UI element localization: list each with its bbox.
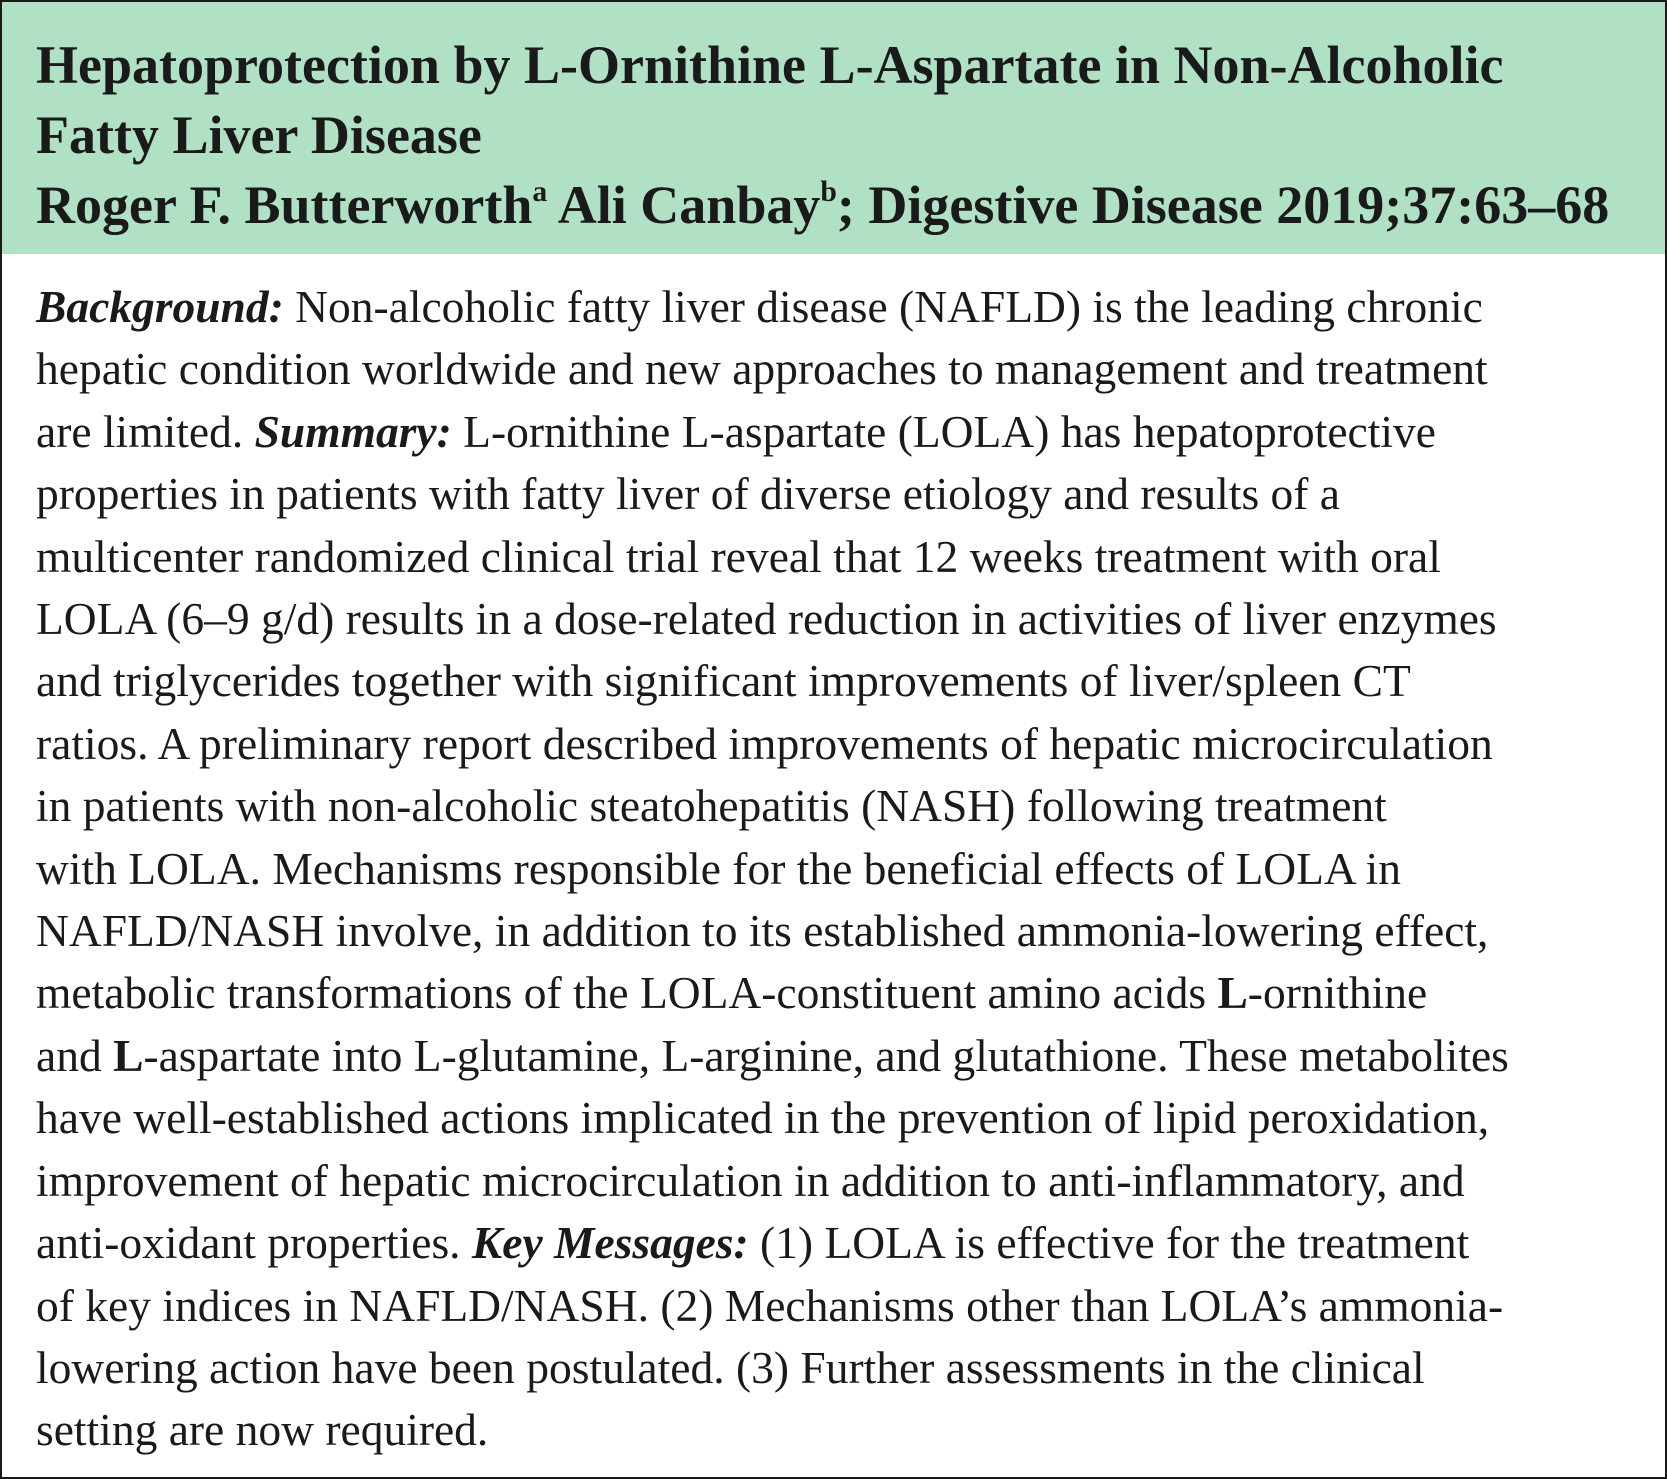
section-label: Summary: [254, 405, 452, 457]
abstract-line [36, 1337, 1631, 1399]
abstract-text: (1) LOLA is effective for the treatment [748, 1217, 1470, 1269]
abstract-text: improvement of hepatic microcirculation in addition to anti-inflammatory, and [36, 1154, 1465, 1206]
abstract-text: LOLA (6–9 g/d) results in a dose-related reduction in activities of liver enzymes [36, 593, 1497, 645]
title-text: Hepatoprotection by [36, 35, 524, 95]
abstract-line [36, 1150, 1631, 1212]
abstract-text: setting are now required. [36, 1404, 489, 1456]
abstract-text: ratios. A preliminary report described improvements of hepatic microcirculation [36, 717, 1493, 769]
abstract-text: and [36, 1029, 114, 1081]
title-text: Fatty Liver Disease [36, 105, 482, 165]
abstract-line [36, 588, 1631, 650]
section-label: Background: [36, 281, 284, 332]
abstract-text: of key indices in NAFLD/NASH. (2) Mechanisms other than LOLA’s ammonia- [36, 1279, 1504, 1331]
abstract-text: hepatic condition worldwide and new approaches to management and treatment [36, 343, 1488, 395]
abstract-text: metabolic transformations of the LOLA-constituent amino acids [36, 967, 1218, 1019]
abstract-text: Non-alcoholic fatty liver disease (NAFLD) is the leading chronic [283, 281, 1483, 332]
abstract-line [36, 338, 1631, 400]
abstract-text: -aspartate into L-glutamine, L-arginine, and glutathione. These metabolites [143, 1029, 1509, 1081]
author-name: Roger F. Butterworth [36, 175, 533, 235]
abstract-text: and triglycerides together with significant improvements of liver/spleen CT [36, 655, 1411, 707]
abstract-line [36, 1399, 1631, 1461]
small-caps-l: L [1217, 967, 1248, 1019]
abstract-text: lowering action have been postulated. (3) Further assessments in the clinical [36, 1341, 1425, 1393]
abstract-text: anti-oxidant properties. [36, 1217, 472, 1269]
author-affiliation-mark: a [532, 175, 548, 208]
abstract-line [36, 713, 1631, 775]
title-line-2 [36, 100, 1631, 170]
abstract-line [36, 401, 1631, 463]
section-label: Key Messages: [471, 1217, 749, 1269]
title-small-caps-l: L [523, 35, 561, 95]
abstract-line [36, 650, 1631, 712]
title-text: -Ornithine [560, 35, 820, 95]
author-name: Ali Canbay [547, 175, 821, 235]
abstract-text: -ornithine [1247, 967, 1428, 1019]
abstract-line [36, 463, 1631, 525]
abstract-line [36, 1087, 1631, 1149]
abstract-line [36, 1275, 1631, 1337]
abstract-text: L-ornithine L-aspartate (LOLA) has hepatoprotective [451, 405, 1436, 457]
abstract-body [2, 254, 1665, 1462]
abstract-line [36, 775, 1631, 837]
title-text: -Aspartate in Non-Alcoholic [855, 35, 1504, 95]
citation-line [36, 170, 1631, 249]
abstract-text: are limited. [36, 405, 255, 457]
header-banner [2, 2, 1665, 254]
title-line-1 [36, 30, 1631, 100]
abstract-line [36, 962, 1631, 1024]
author-affiliation-mark: b [820, 175, 837, 208]
abstract-text: have well-established actions implicated in the prevention of lipid peroxidation, [36, 1092, 1490, 1144]
small-caps-l: L [113, 1029, 144, 1081]
abstract-text: properties in patients with fatty liver of diverse etiology and results of a [36, 468, 1340, 520]
journal-reference: ; Digestive Disease 2019;37:63–68 [836, 175, 1610, 235]
abstract-line [36, 1025, 1631, 1087]
abstract-text: with LOLA. Mechanisms responsible for the beneficial effects of LOLA in [36, 842, 1402, 894]
abstract-line [36, 900, 1631, 962]
abstract-text: NAFLD/NASH involve, in addition to its established ammonia-lowering effect, [36, 905, 1489, 957]
abstract-line [36, 276, 1631, 338]
abstract-text: in patients with non-alcoholic steatohepatitis (NASH) following treatment [36, 780, 1387, 832]
title-small-caps-l: L [819, 35, 856, 95]
abstract-line [36, 526, 1631, 588]
abstract-line [36, 1212, 1631, 1274]
abstract-line [36, 838, 1631, 900]
abstract-text: multicenter randomized clinical trial reveal that 12 weeks treatment with oral [36, 530, 1441, 582]
